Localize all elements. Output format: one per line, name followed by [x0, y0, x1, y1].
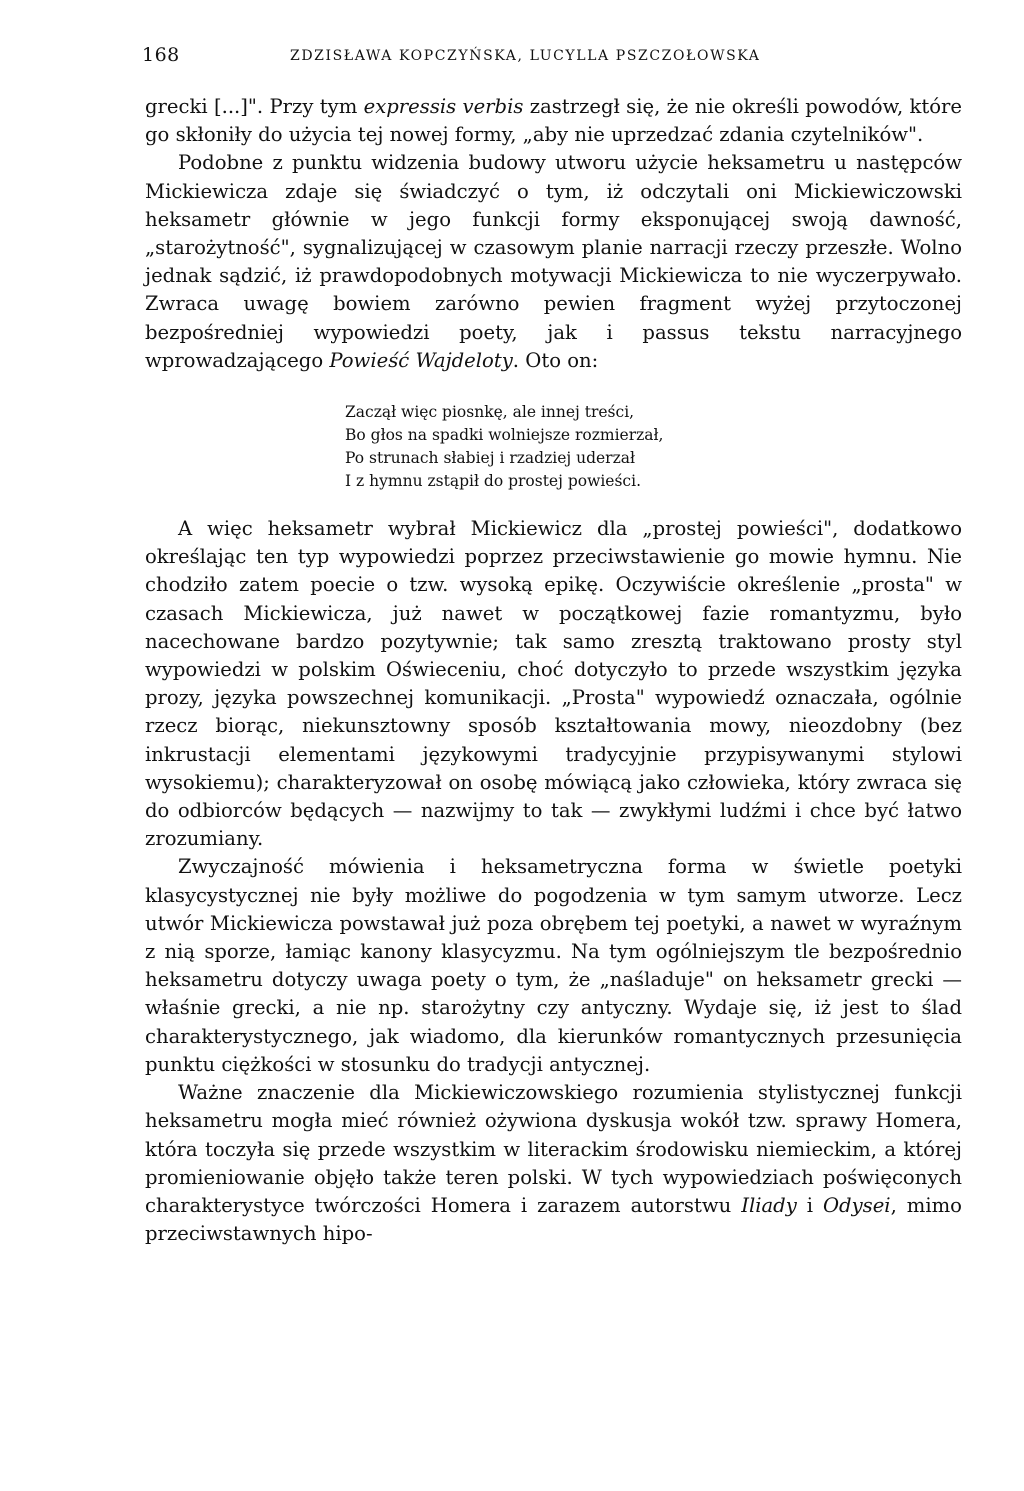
running-head-authors: ZDZISŁAWA KOPCZYŃSKA, LUCYLLA PSZCZOŁOWSKA	[290, 48, 761, 64]
text-run: grecki [...]". Przy tym	[145, 95, 364, 118]
running-header	[142, 44, 962, 74]
verse-line: Po strunach słabiej i rzadziej uderzał	[345, 449, 636, 468]
paragraph-1	[145, 93, 962, 149]
text-run: zastrzegł się, że nie określi powodów, które go skłoniły do użycia tej nowej formy, „aby nie uprzedzać zdania czytelników".	[145, 95, 962, 147]
paragraph-5	[145, 1079, 962, 1248]
verse-quotation	[345, 401, 962, 493]
italic-title: Iliady	[741, 1193, 797, 1217]
paragraph-3: A więc heksametr wybrał Mickiewicz dla „prostej powieści", dodatkowo określając ten typ wypowiedzi poprzez przeciwstawienie go mowie hymnu. Nie chodziło zatem poecie o tzw. wysoką epikę. Oczywiście określenie „prosta" w czasach Mickiewicza, już nawet w początkowej fazie romantyzmu, było nacechowane bardzo pozytywnie; tak samo zresztą traktowano prosty styl wypowiedzi w polskim Oświeceniu, choć dotyczyło to przede wszystkim języka prozy, języka powszechnej komunikacji. „Prosta" wypowiedź oznaczała, ogólnie rzecz biorąc, niekunsztowny sposób kształtowania mowy, nieozdobny (bez inkrustacji elementami językowymi tradycyjnie przypisywanymi stylowi wysokiemu); charakteryzował on osobę mówiącą jako człowieka, który zwraca się do odbiorców będących — nazwijmy to tak — zwykłymi ludźmi i chce być łatwo zrozumiany.	[145, 517, 962, 851]
body-text	[145, 93, 962, 1248]
verse-line: Bo głos na spadki wolniejsze rozmierzał,	[345, 426, 664, 445]
text-run: , mimo przeciwstawnych hipo-	[145, 1193, 962, 1246]
page-number: 168	[142, 44, 180, 66]
paragraph-2	[145, 149, 962, 375]
text-run: Ważne znaczenie dla Mickiewiczowskiego rozumienia stylistycznej funkcji heksametru mogła mieć również ożywiona dyskusja wokół tzw. sprawy Homera, która toczyła się przede wszystkim w literackim środowisku niemieckim, a której promieniowanie objęło także teren polski. W tych wypowiedziach poświęconych charakterystyce twórczości Homera i zarazem autorstwu	[145, 1081, 962, 1217]
verse-line: I z hymnu zstąpił do prostej powieści.	[345, 472, 641, 491]
italic-phrase: expressis verbis	[363, 95, 524, 118]
text-run: . Oto on:	[512, 348, 599, 372]
verse-line: Zaczął więc piosnkę, ale innej treści,	[345, 403, 635, 422]
italic-title: Powieść Wajdeloty	[329, 348, 513, 372]
paragraph-4: Zwyczajność mówienia i heksametryczna forma w świetle poetyki klasycystycznej nie były możliwe do pogodzenia w tym samym utworze. Lecz utwór Mickiewicza powstawał już poza obrębem tej poetyki, a nawet w wyraźnym z nią sporze, łamiąc kanony klasycyzmu. Na tym ogólniejszym tle bezpośrednio heksametru dotyczy uwaga poety o tym, że „naśladuje" on heksametr grecki — właśnie grecki, a nie np. starożytny czy antyczny. Wydaje się, iż jest to ślad charakterystycznego, jak wiadomo, dla kierunków romantycznych przesunięcia punktu ciężkości w stosunku do tradycji antycznej.	[145, 855, 962, 1076]
text-run: i	[796, 1193, 823, 1217]
italic-title: Odysei	[822, 1193, 891, 1217]
text-run: Podobne z punktu widzenia budowy utworu użycie heksametru u następców Mickiewicza zdaje się świadczyć o tym, iż odczytali oni Mickiewiczowski heksametr głównie w jego funkcji formy eksponującej swoją dawność, „starożytność", sygnalizującej w czasowym planie narracji rzeczy przeszłe. Wolno jednak sądzić, iż prawdopodobnych motywacji Mickiewicza to nie wyczerpywało. Zwraca uwagę bowiem zarówno pewien fragment wyżej przytoczonej bezpośredniej wypowiedzi poety, jak i passus tekstu narracyjnego wprowadzającego	[145, 151, 962, 372]
